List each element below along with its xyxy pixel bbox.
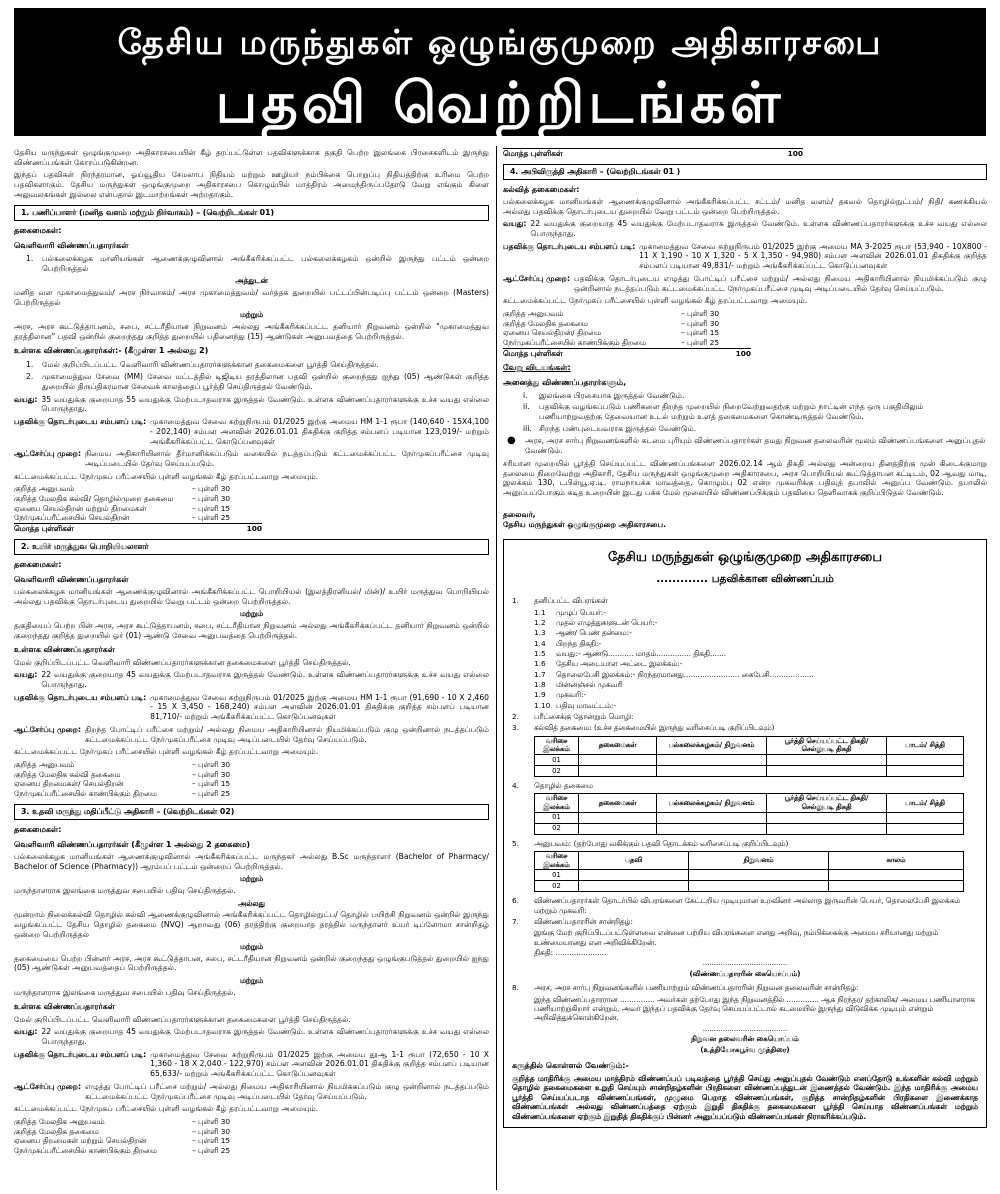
form-item: 5. அனுபவம்: (தற்போது வகிக்கும் பதவி தொடக்கம் வரிசைப்படி குறிப்பிடவும்) (512, 838, 789, 848)
marks-row: ஏனைய திறமைகள்/ செயல்திறன் – புள்ளி 15 (14, 779, 231, 789)
paragraph: அரச, அரச கூட்டுத்தாபனம், சபை, சட்டரீதியான நிறுவனம் அல்லது அங்கீகரிக்கப்பட்ட தனியார் நிறுவனம் ஒன்றில் "முகாமைத்துவ தரத்திலான" பதவி ஒன்றில் குறைந்தது குறித்த துறையில் பதினைந்து (15) ஆண்டுகள் அனுபவத்தை பெற்றிருத்தல். (14, 321, 489, 341)
recruitment-row: ஆட்சேர்ப்பு முறை: பதவிக்கு தொடர்புடைய எழுத்து போட்டிப் பரீட்சை மற்றும்/ அல்லது நிமைய அதிகாரியினால் நியமிக்கப்படும் குழு ஒன்றினால் நடத்தப்படும் கட்டமைக்கப்பட்ட நேர்முகப்பரீட்சை முடிவு அடிப்படையில் தேர்வு செய்யப்படும். (503, 273, 987, 293)
form-subitem[interactable]: 1.6 தேசிய அடையாள அட்டை இலக்கம்:- (534, 659, 683, 669)
intro-paragraph: இந்தப் பதவிகள் நிரந்தரமான, ஓய்வூதிய சேமலாப நிதியம் மற்றும் ஊழியர் நம்பிக்கை பொறுப்பு நிதியத்திற்கு உரிமை பெற்ற பதவிகளாகும். தேசிய மருந்துகள் ஒழுங்குமுறை அதிகாரசபை கொழும்பில் மாத்திரம் அமைந்திருப்பதோடு வேறு எங்கும் கிளை அலுவலகங்கள் இல்லை என்பதால் இடமாற்றங்கள் அற்றதாகும். (14, 170, 489, 199)
section-title: 2. உயிர் மருத்துவ பொறியியலாளர் (14, 539, 489, 555)
form-subitem[interactable]: 1.5 வயது:- ஆண்டு........... மாதம்............... திகதி....... (534, 648, 727, 658)
marks-total-row: மொத்த புள்ளிகள் 100 (503, 149, 803, 158)
qualifications-heading: தகைமைகள்: (14, 225, 62, 235)
experience-table (534, 851, 964, 892)
connector-word: மற்றும் (239, 976, 264, 986)
paragraph: தகுதியைப் பெற்ற பின் அரச, அரச கூட்டுத்தாபனம், சபை, சட்டரீதியான நிறுவனம் அல்லது அங்கீகரிக்கப்பட்ட தனியார் நிறுவனம் ஒன்றில் குறைந்தது குறித்த துறையில் ஓர் (01) ஆண்டு சேவை அனுபவத்தை பெற்றிருத்தல். (14, 620, 489, 640)
organisation-label: தேசிய மருந்துகள் ஒழுங்குமுறை அதிகாரசபை. (503, 519, 666, 529)
marks-row: ஏனைய செயல்திறன் மற்றும் திறமைகள் – புள்ளி 15 (14, 503, 231, 513)
form-item: 1. தனிப்பட்ட விபரங்கள் (512, 596, 608, 606)
chairman-label: தலைவர், (503, 509, 536, 519)
date-field[interactable]: திகதி: ...................... (534, 947, 607, 957)
signature-line[interactable]: ...................................... (702, 1024, 788, 1033)
qualifications-heading: தகைமைகள்: (14, 824, 62, 834)
numbered-item: 1. மேல் குறிப்பிடப்பட்ட வெளிவாரி விண்ணப்பதாரர்களுக்கான தகைமைகளை பூர்த்தி செய்திருத்தல். (26, 359, 379, 369)
external-applicants-heading: வெளிவாரி விண்ணப்பதாரர்கள் (14, 574, 129, 584)
marks-row: ஏனைய திறமைகள் மற்றும் செயல்திறன் – புள்ளி 15 (14, 1136, 231, 1146)
marks-intro: கட்டமைக்கப்பட்ட நேர்முகப் பரீட்சையில் புள்ளி வழங்கல் கீழ் தரப்பட்டவாறு அமையும். (14, 747, 319, 757)
application-form (503, 539, 987, 1128)
marks-intro: கட்டமைக்கப்பட்ட நேர்முகப் பரீட்சையில் புள்ளி வழங்கல் கீழ் தரப்பட்டவாறு அமையும். (503, 296, 808, 306)
intro-paragraph: தேசிய மருந்துகள் ஒழுங்குமுறை அதிகாரசபையின் கீழ் தரப்பட்டுள்ள பதவிகளுக்காக தகுதி பெற்ற இலங்கை பிரசைகளிடம் இருந்து விண்ணப்பங்கள் கோரப்படுகின்றன. (14, 148, 489, 167)
marks-row: குறித்த மேலதிக தகைமை – புள்ளி 30 (14, 1126, 231, 1136)
table-row[interactable]: 01 (535, 870, 964, 881)
numbered-item: 2. முகாமைத்துவ சேவை (MM) சேவை மட்டத்தில் டிஜிடிய தரத்திலான பதவி ஒன்றில் குறைந்தது ஐந்து (05) ஆண்டுகள் குறித்த துறையில் திருப்திகரமான சேவைக் காலத்தைப் பூர்த்தி செய்திருத்தல் வேண்டும். (26, 372, 489, 391)
section-title: 3. உதவி மருந்து மதிப்பீட்டு அதிகாரி – (வெற்றிடங்கள் 02) (14, 804, 489, 820)
internal-applicants-heading: உள்ளக விண்ணப்பதாரர்கள் (14, 1002, 116, 1012)
paragraph: மேல் குறிப்பிடப்பட்ட வெளிவாரி விண்ணப்பதாரர்களுக்கான தகைமைகளை பூர்த்தி செய்திருத்தல். (14, 657, 351, 667)
authority-name: தேசிய மருந்துகள் ஒழுங்குமுறை அதிகாரசபை (117, 23, 883, 63)
certification-text: இந்த விண்ணப்பதாரரான ............... அவர்கள் தற்போது இந்த நிறுவனத்தில் .............. ஆக நிரந்தர/ தற்காலிக/ அமைய பணியாளராக பணியாற்றுகிறார் என்றும், அவர் இந்தப் பதவிக்கு தேர்வு செய்யப்பட்டால் கடமையில் இருந்து விடுவிக்க முடியும் என்றும் அறிவித்துக்கொள்கிறேன். (534, 994, 975, 1023)
list-item: i. இலங்கை பிரசையாக இருத்தல் வேண்டும். (523, 390, 685, 400)
paragraph: பல்கலைக்கழக மானியங்கள் ஆணைக்குழுவினால் அங்கீகரிக்கப்பட்ட பொறியியல் (இலத்திரனியல்/ மின்)/ உயிர் மருத்துவ பொறியியல் அல்லது பதவிக்கு தொடர்புடைய துறையில் வேறு பட்டம் ஒன்றை பெற்றிருத்தல். (14, 586, 489, 606)
connector-word: மற்றும் (239, 874, 264, 884)
marks-row: நேர்முகப்பரீட்சையில் காண்பிக்கும் திறமை – புள்ளி 25 (503, 337, 720, 347)
age-row: வயது: 22 வயதுக்கு குறையாத 45 வயதுக்கு மேற்படாதவராக இருத்தல் வேண்டும். உள்ளக விண்ணப்பதாரர்களுக்கு உச்ச வயது எல்லை பொருந்தாது. (14, 670, 489, 689)
external-applicants-heading: வெளிவாரி விண்ணப்பதாரர்கள் (கீழுள்ள 1 அல்லது 2 தகைமை) (14, 839, 250, 849)
submission-paragraph: சரியான முறையில் பூர்த்தி செய்யப்பட்ட விண்ணப்பங்களை 2026.02.14 ஆம் திகதி அல்லது அன்றைய தினத்திற்கு முன் கிடைக்குமாறு தலைமை நிறைவேற்று அதிகாரி, தேசிய மருந்துகள் ஒழுங்குமுறை அதிகாரசபை, அரச பொறியியல் கூட்டுத்தாபன கட்டிடம், 02 ஆவது மாடி, இலக்கம் 130, டபிள்யூ.ஏ.டி. ராமநாயக்க மாவத்தை, கொழும்பு 02 என்ற முகவரிக்கு பதிவுத் தபாலில் அனுப்ப வேண்டும். தபாலில் அனுப்பப்போகும் கடித உறையின் இடது பக்க மேல் மூலையில் விண்ணப்பிக்கும் பதவியை தெளிவாகக் குறிப்பிடுதல் வேண்டும். (503, 458, 987, 498)
paragraph: மனித வள முகாமைத்துவம்/ அரச நிர்வாகம்/ அரச முகாமைத்துவம்/ வர்த்தக துறையில் பட்டப்பின்படிப்பு பட்டம் ஒன்றை (Masters) பெற்றிருத்தல் (14, 287, 489, 307)
salary-row: பதவிக்கு தொடர்புடைய சம்பளப் படி: முகாமைத்துவ சேவை சுற்றுநிருபம் 01/2025 இற்கு அமைய HM 1-1 ரூபா (91,690 - 10 X 2,460 - 15 X 3,450 - 168,240) சம்பள அளவின் 2026.01.01 திகதிக்கு குறித்த சம்பளப் படியான 81,710/- மற்றும் அங்கீகரிக்கப்பட்ட கொடுப்பனவுகள் (14, 692, 489, 722)
marks-table (14, 1117, 262, 1156)
signature-line[interactable]: ...................................... (702, 959, 788, 968)
education-heading: கல்வித் தகைமைகள்: (503, 184, 580, 194)
marks-row: குறித்த மேலதிக கல்வி தகைமை – புள்ளி 30 (14, 769, 231, 779)
form-subitem[interactable]: 1.4 பிறந்த திகதி:- (534, 638, 602, 648)
salary-row: பதவிக்கு தொடர்புடைய சம்பளப் படி: முகாமைத்துவ சேவை சுற்றுநிருபம் 01/2025 இற்கு அமைய MA 3-2025 ரூபா (53,940 - 10X800 - 11 X 1,190 - 10 X 1,320 - 5 X 1,350 - 94,980) சம்பள அளவின் 2026.01.01 திகதிக்கு குறித்த சம்பளப் படியான 49,831/- மற்றும் அங்கீகரிக்கப்பட்ட கொடுப்பனவுகள் (503, 241, 987, 271)
marks-intro: கட்டமைக்கப்பட்ட நேர்முகப் பரீட்சையில் புள்ளி வழங்கல் கீழ் தரப்பட்டவாறு அமையும். (14, 471, 319, 481)
table-header-row: வரிசை இலக்கம் தகைமைகள் பல்கலைக்கழகம்/ நிறுவனம் பூர்த்தி செய்யப்பட்ட திகதி/ செல்லுபடி திகதி பாடம்/ சித்தி (535, 736, 964, 754)
form-subitem[interactable]: 1.3 ஆண்/ பெண் தன்மை:- (534, 628, 632, 638)
age-row: வயது: 22 வயதுக்கு குறையாத 45 வயதுக்கு மேற்படாதவராக இருத்தல் வேண்டும். உள்ளக விண்ணப்பதாரர்களுக்கு உச்ச வயது எல்லை பொருந்தாது. (503, 219, 987, 238)
marks-row: குறித்த அனுபவம் – புள்ளி 30 (14, 484, 231, 494)
form-subitem[interactable]: 1.10 பதிவு மாவட்டம்:- (534, 700, 616, 710)
section-title: 1. பணிப்பாளர் (மனித வளம் மற்றும் நிர்வாகம்) – (வெற்றிடங்கள் 01) (14, 205, 489, 221)
marks-row: நேர்முகப்பரீட்சையில் செயல்திறன் – புள்ளி 25 (14, 513, 231, 523)
applicant-signature-label: (விண்ணப்பதாரரின் கையொப்பம்) (689, 970, 801, 979)
form-subitem[interactable]: 1.8 மின்னஞ்சல் முகவரி (534, 679, 623, 689)
form-subitem[interactable]: 1.1 முழுப் பெயர்:- (534, 607, 606, 617)
table-row[interactable]: 02 (535, 765, 964, 776)
connector-word: அத்துடன் (235, 276, 268, 286)
section-title: 4. அபிவிருத்தி அதிகாரி – (வெற்றிடங்கள் 01 ) (503, 164, 987, 180)
recruitment-row: ஆட்சேர்ப்பு முறை: எழுத்து போட்டிப் பரீட்சை மற்றும்/ அல்லது நிமைய அதிகாரியினால் நியமிக்கப்படும் குழு ஒன்றினால் நடத்தப்படும் கட்டமைக்கப்பட்ட நேர்முகப்பரீட்சை முடிவு அடிப்படையில் தேர்வு செய்யப்படும். (14, 1081, 489, 1101)
form-subitem[interactable]: 1.2 முதல் எழுத்துகளுடன் பெயர்:- (534, 617, 658, 627)
note-heading: கருத்தில் கொள்ளல் வேண்டும்:- (512, 1061, 629, 1071)
marks-row: நேர்முகப்பரீட்சையில் காண்பிக்கும் திறமை – புள்ளி 25 (14, 788, 231, 798)
marks-row: குறித்த மேலதிக அனுபவம் – புள்ளி 30 (14, 1117, 231, 1127)
marks-table (503, 309, 751, 358)
marks-row: குறித்த அனுபவம் – புள்ளி 30 (503, 309, 720, 319)
form-item: 4. தொழில் தகைமை (512, 780, 593, 790)
head-signature-label: நிறுவன தலைவரின் கையொப்பம் (691, 1035, 799, 1044)
table-row[interactable]: 01 (535, 812, 964, 823)
paragraph: பல்கலைக்கழக மானியங்கள் ஆணைக்குழுவினால் அங்கீகரிக்கப்பட்ட மருந்தகர் அல்லது B.Sc மருந்தாளர் (Bachelor of Pharmacy/ Bachelor of Science (Pharmacy)) ஆரம்பப் பட்டம் ஒன்றைப் பெற்றிருத்தல். (14, 851, 489, 871)
list-item: ii. பதவிக்கு வழங்கப்படும் பணிகளை திறந்த முறையில் நிறைவேற்றுவதற்கு மற்றும் நாட்டின் எந்த ஒரு பகுதியிலும் பணியாற்றுவதற்கு தேவையான உடல் மற்றும் உளத் தகைமைகளை கொண்டிருத்தல் வேண்டும். (523, 402, 924, 422)
numbered-item: 1. பல்கலைக்கழக மானியங்கள் ஆணைக்குழுவினால் அங்கீகரிக்கப்பட்ட பல்கலைக்கழகம் ஒன்றில் இருந்து பட்டம் ஒன்றை பெற்றிருத்தல் (26, 254, 489, 273)
paragraph: மருந்தாளராக இலங்கை மருத்துவ சபையில் பதிவு செய்திருத்தல். (14, 885, 236, 895)
marks-total-row: மொத்த புள்ளிகள் 100 (14, 523, 262, 533)
marks-row: நேர்முகப்பரீட்சையில் காண்பிக்கும் திறமை – புள்ளி 25 (14, 1145, 231, 1155)
bullet-item: ● அரச, அரச சார்பு நிறுவனங்களில் கடமை புரியும் விண்ணப்பதாரர்கள் தமது நிறுவன தலைவரின் மூலம் விண்ணப்பங்களை அனுப்புதல் வேண்டும். (503, 436, 987, 455)
header-banner (14, 8, 986, 136)
marks-table (14, 484, 262, 533)
paragraph: மேல் குறிப்பிடப்பட்ட வெளிவாரி விண்ணப்பதாரர்களுக்கான தகைமைகளை பூர்த்தி செய்திருத்தல். (14, 1014, 351, 1024)
internal-applicants-heading: உள்ளக விண்ணப்பதாரர்கள் (14, 645, 116, 655)
salary-row: பதவிக்கு தொடர்புடைய சம்பளப் படி: முகாமைத்துவ சேவை சுற்றுநிருபம் 01/2025 இற்கு அமைய தூஆ 1-1 ரூபா (72,650 - 10 X 1,360 - 18 X 2,040 - 122,970) சம்பள அளவின் 2026.01.01 திகதிக்கு குறித்த சம்பளப் படியான 65,633/- மற்றும் அங்கீகரிக்கப்பட்ட கொடுப்பனவுகள் (14, 1049, 489, 1079)
other-matters-heading: வேறு விடயங்கள்: (503, 363, 571, 373)
marks-table (14, 760, 262, 799)
declaration-text: இங்கு மேற் குறிப்பிடப்பட்டுள்ளவை என்னை பற்றிய விபரங்களை எனது அறிவு, நம்பிக்கைக்கு அமைய சரியானது மற்றும் உண்மையானது என அறிவிக்கிறேன். (534, 928, 939, 947)
marks-total-row: மொத்த புள்ளிகள் 100 (503, 348, 751, 358)
external-applicants-heading: வெளிவாரி விண்ணப்பதாரர்கள் (14, 240, 129, 250)
table-row[interactable]: 02 (535, 823, 964, 834)
note-text: குறித்த மாதிரிக்கு அமைய மாத்திரம் விண்ணப்பப் படிவத்தை பூர்த்தி செய்து அனுப்புதல் வேண்டும் எனப்தோடு உங்களின் கல்வி மற்றும் தொழில் தகைமைகளை உறுதி செய்யும் சான்றிதழ்களின் பிரதிகளை விண்ணப்பத்துடன் இணைத்தல் வேண்டும். இந்த மாதிரிக்கு அமைய பூர்த்தி செய்யப்படாத விண்ணப்பங்கள், முழுமை பெறாத விண்ணப்பங்கள், குறித்த சான்றிதழ்களின் பிரதிகளை இணைக்காத விண்ணப்பங்கள் அல்லது விண்ணப்பத்தை ஏற்கும் இறுதி திகதிக்கு தகைமைகளை பூர்த்தி செய்யாத விண்ணப்பங்கள் மற்றும் விண்ணப்பங்களை ஏற்கும் இறுதித் திகதிக்குப் பின்னர் அனுப்பப்படும் விண்ணப்பங்கள் நிராகரிக்கப்படும். (512, 1073, 978, 1121)
connector-word: மற்றும் (239, 609, 264, 619)
marks-row: குறித்த மேலதிக கல்வி/ தொழில்முறை தகைமை – புள்ளி 30 (14, 494, 231, 504)
qualifications-heading: தகைமைகள்: (14, 559, 62, 569)
vacancies-title: பதவி வெற்றிடங்கள் (215, 69, 785, 136)
form-subitem[interactable]: 1.9 முகவரி:- (534, 690, 587, 700)
form-item: 8. அரச, அரச சார்பு நிறுவனங்களில் பணியாற்றும் விண்ணப்பதாரரின் நிறுவன தலைவரின் சான்றிதழ்: (512, 983, 859, 993)
all-applicants-heading: அனைத்து விண்ணப்பதாரர்களும், (503, 378, 627, 388)
table-row[interactable]: 02 (535, 881, 964, 892)
table-row[interactable]: 01 (535, 754, 964, 765)
paragraph: தகைமையை பெற்ற பின்னர் அரச, அரச கூட்டுத்தாபன, சபை, சட்டரீதியான நிறுவனம் ஒன்றில் குறைந்தது ஒழுங்குபடுத்தல் துறையில் ஐந்து (05) ஆண்டுகள் அனுபவத்தைப் பெற்றிருத்தல். (14, 953, 489, 973)
paragraph: பல்கலைக்கழக மானியங்கள் ஆணைக்குழுவினால் அங்கீகரிக்கப்பட்ட சட்டம்/ மனித வளம்/ தகவல் தொழில்நுட்பம்/ நிதி/ கணக்கியல் அல்லது பதவிக்கு தொடர்புடைய துறையில் வேறு பட்டம் ஒன்றை பெற்றிருத்தல். (503, 196, 987, 216)
paragraph: மருந்தாளராக இலங்கை மருத்துவ சபையில் பதிவு செய்திருத்தல். (14, 987, 236, 997)
education-table (534, 736, 964, 777)
age-row: வயது: 22 வயதுக்கு குறையாத 45 வயதுக்கு மேற்படாதவராக இருத்தல் வேண்டும். உள்ளக விண்ணப்பதாரர்களுக்கு உச்ச வயது எல்லை பொருந்தாது. (14, 1027, 489, 1046)
left-column (14, 146, 489, 1190)
age-row: வயது: 35 வயதுக்கு குறையாத 55 வயதுக்கு மேற்படாதவராக இருத்தல் வேண்டும். உள்ளக விண்ணப்பதாரர்களுக்கு உச்ச வயது எல்லை பொருந்தாது. (14, 394, 489, 414)
form-item: 3. கல்வித் தகைமை: (உச்ச தகைமையில் இருந்து வரிசைப்படி குறிப்பிடவும்) (512, 723, 775, 733)
column-divider (496, 146, 497, 1190)
list-item: iii. சிறந்த பண்புடையவராக இருத்தல் வேண்டும். (523, 423, 697, 433)
internal-applicants-heading: உள்ளக விண்ணப்பதாரர்கள்:- (கீழுள்ள 1 அல்லது 2) (14, 346, 209, 356)
connector-word: அல்லது (238, 898, 265, 908)
official-stamp-label: (உத்தியோகபூர்வ முத்திரை) (700, 1046, 790, 1055)
marks-row: ஏனைய செயல்திறன்/ திறமை – புள்ளி 15 (503, 328, 720, 338)
form-subitem[interactable]: 1.7 தொலைபேசி இலக்கம்:- நிரந்தரமானது........................ கைபேசி................... (534, 669, 814, 679)
form-item[interactable]: 6. விண்ணப்பதாரர்கள் தொடர்பில் விபரங்களை கேட்டறிய முடியுமான உறவினர் அல்லாத இருவரின் பெயர், தொலைபேசி இலக்கம் மற்றும் முகவரி: (512, 896, 961, 915)
recruitment-row: ஆட்சேர்ப்பு முறை: திறந்த போட்டிப் பரீட்சை மற்றும்/ அல்லது நிமைய அதிகாரியினால் நியமிக்கப்படும் குழு ஒன்றினால் நடத்தப்படும் கட்டமைக்கப்பட்ட நேர்முகப்பரீட்சை முடிவு அடிப்படையில் தேர்வு செய்யப்படும். (14, 724, 489, 744)
form-item: 7. விண்ணப்பதாரரின் சான்றிதழ்: (512, 917, 634, 926)
recruitment-row: ஆட்சேர்ப்பு முறை: நிமைய அதிகாரியினால் தீர்மானிக்கப்படும் வகையில் நடத்தப்படும் கட்டமைக்கப்பட்ட நேர்முகப்பரீட்சை முடிவு அடிப்படையில் தேர்வு செய்யப்படும். (14, 449, 489, 468)
right-column (503, 146, 987, 1190)
marks-total-table (503, 148, 803, 159)
form-item[interactable]: 2. பரீட்சைக்கு தோன்றும் மொழி: (512, 711, 634, 721)
form-authority-title: தேசிய மருந்துகள் ஒழுங்குமுறை அதிகாரசபை (607, 550, 883, 566)
connector-word: மற்றும் (239, 942, 264, 952)
professional-table (534, 793, 964, 834)
form-title: ............. பதவிக்கான விண்ணப்பம் (656, 572, 834, 585)
connector-word: மற்றும் (239, 310, 264, 320)
marks-row: குறித்த அனுபவம் – புள்ளி 30 (14, 760, 231, 770)
marks-intro: கட்டமைக்கப்பட்ட நேர்முகப் பரீட்சையில் புள்ளி வழங்கல் கீழ் தரப்பட்டவாறு அமையும். (14, 1104, 319, 1114)
salary-row: பதவிக்கு தொடர்புடைய சம்பளப் படி: முகாமைத்துவ சேவை சுற்றுநிருபம் 01/2025 இற்கு அமைய HM 1-1 ரூபா (140,640 - 15X4,100 - 202,140) சம்பள அளவின் 2026.01.01 திகதிக்கு குறித்த சம்பளப் படியான 123,019/- மற்றும் அங்கீகரிக்கப்பட்ட கொடுப்பனவுகள் (14, 417, 489, 446)
table-header-row: வரிசை இலக்கம் தகைமைகள் பல்கலைக்கழகம்/ நிறுவனம் பூர்த்தி செய்யப்பட்ட திகதி/ செல்லுபடி திகதி பாடம்/ சித்தி (535, 794, 964, 812)
table-header-row: வரிசை இலக்கம் பதவி நிறுவனம் காலம் (535, 851, 964, 869)
bullet-icon: ● (507, 435, 516, 447)
marks-row: குறித்த மேலதிக தகைமை – புள்ளி 30 (503, 318, 720, 328)
paragraph: மூன்றாம் நிலைக்கல்வி தொழில் கல்வி ஆணைக்குழுவினால் அங்கீகரிக்கப்பட்ட தொழில்நுட்ப/ தொழில் பயிற்சி நிறுவனம் ஒன்றில் இருந்து வழங்கப்பட்ட தேசிய தொழில் தகைமை (NVQ) ஆறாவது (06) தரத்திற்கு குறையாத தரத்தில் மருந்தாளர் உயர் டிப்ளோமா சான்றிதழ் ஒன்றை பெற்றிருத்தல் (14, 910, 489, 939)
